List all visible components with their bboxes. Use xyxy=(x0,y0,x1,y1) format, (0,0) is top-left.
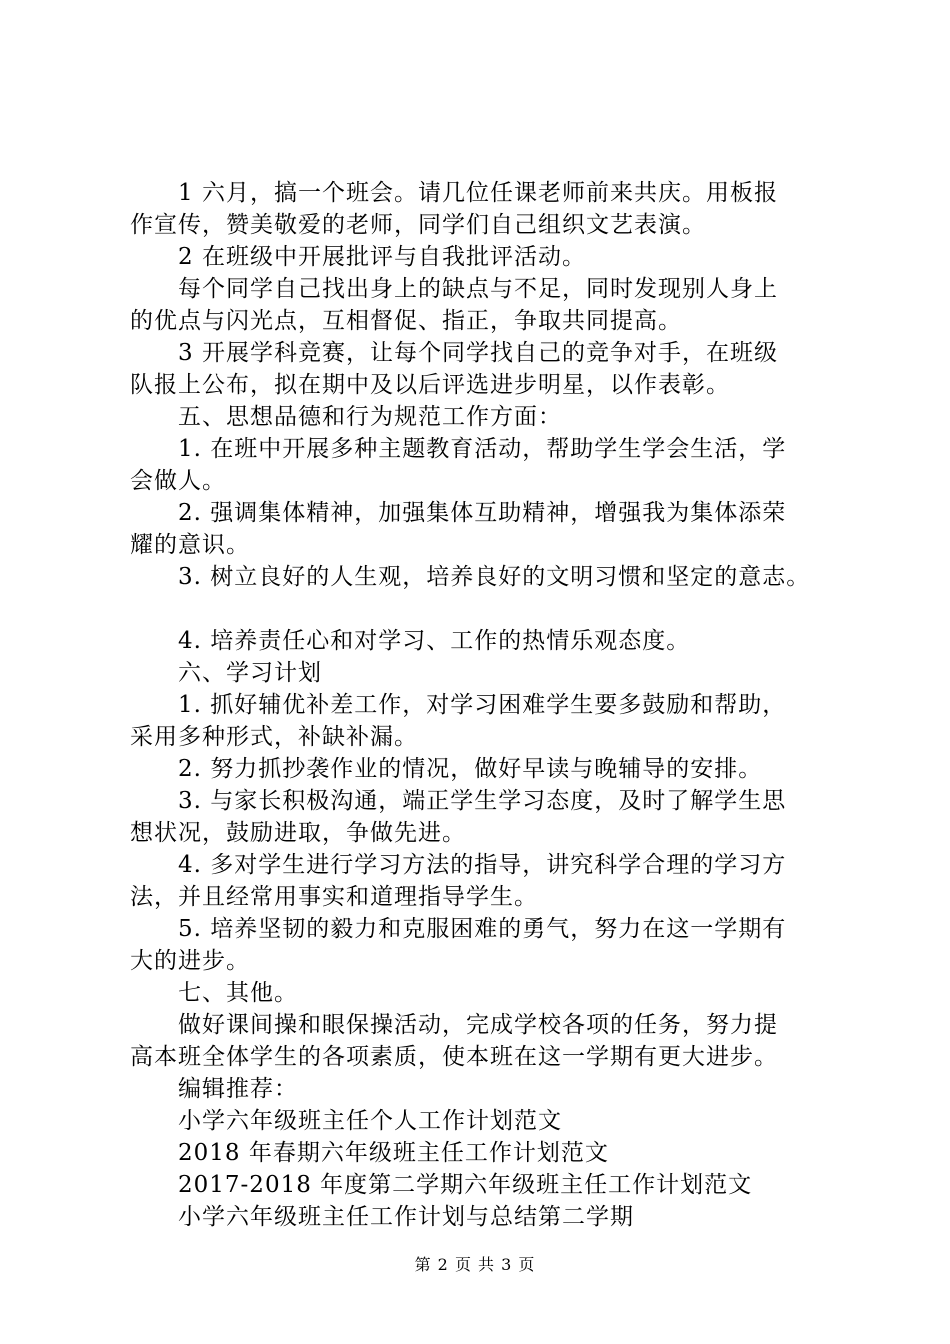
paragraph-line: 的优点与闪光点，互相督促、指正，争取共同提高。 xyxy=(130,308,682,334)
paragraph-line: 2 在班级中开展批评与自我批评活动。 xyxy=(178,244,586,270)
recommend-item: 2017-2018 年度第二学期六年级班主任工作计划范文 xyxy=(178,1172,753,1198)
paragraph-line: 队报上公布，拟在期中及以后评选进步明星，以作表彰。 xyxy=(130,372,730,398)
paragraph-line: 会做人。 xyxy=(130,468,226,494)
paragraph-line: 4. 培养责任心和对学习、工作的热情乐观态度。 xyxy=(178,628,691,654)
blank-line xyxy=(130,593,835,625)
paragraph-line: 4. 多对学生进行学习方法的指导，讲究科学合理的学习方 xyxy=(178,852,787,878)
paragraph-line: 每个同学自己找出身上的缺点与不足，同时发现别人身上 xyxy=(178,276,778,302)
recommend-item: 2018 年春期六年级班主任工作计划范文 xyxy=(178,1140,609,1166)
section-heading: 五、思想品德和行为规范工作方面： xyxy=(178,404,562,430)
paragraph-line: 采用多种形式，补缺补漏。 xyxy=(130,724,418,750)
page-footer: 第 2 页 共 3 页 xyxy=(414,1255,536,1274)
paragraph-line: 高本班全体学生的各项素质，使本班在这一学期有更大进步。 xyxy=(130,1044,778,1070)
paragraph-line: 大的进步。 xyxy=(130,948,250,974)
recommend-heading: 编辑推荐： xyxy=(178,1076,298,1102)
paragraph-line: 耀的意识。 xyxy=(130,532,250,558)
paragraph-line: 1. 抓好辅优补差工作，对学习困难学生要多鼓励和帮助， xyxy=(178,692,787,718)
recommend-item: 小学六年级班主任个人工作计划范文 xyxy=(178,1108,562,1134)
paragraph-line: 3 开展学科竞赛，让每个同学找自己的竞争对手，在班级 xyxy=(178,340,778,366)
section-heading: 七、其他。 xyxy=(178,980,298,1006)
paragraph-line: 2. 努力抓抄袭作业的情况，做好早读与晚辅导的安排。 xyxy=(178,756,763,782)
section-heading: 六、学习计划 xyxy=(178,660,322,686)
paragraph-line: 做好课间操和眼保操活动，完成学校各项的任务，努力提 xyxy=(178,1012,778,1038)
document-body xyxy=(130,177,835,1233)
paragraph-line: 3. 与家长积极沟通，端正学生学习态度，及时了解学生思 xyxy=(178,788,787,814)
paragraph-line: 5. 培养坚韧的毅力和克服困难的勇气，努力在这一学期有 xyxy=(178,916,787,942)
paragraph-line: 2. 强调集体精神，加强集体互助精神，增强我为集体添荣 xyxy=(178,500,787,526)
paragraph-line: 3. 树立良好的人生观，培养良好的文明习惯和坚定的意志。 xyxy=(178,564,811,590)
paragraph-line: 想状况，鼓励进取，争做先进。 xyxy=(130,820,466,846)
paragraph-line: 作宣传，赞美敬爱的老师，同学们自己组织文艺表演。 xyxy=(130,212,706,238)
paragraph-line: 1 六月，搞一个班会。请几位任课老师前来共庆。用板报 xyxy=(178,180,778,206)
recommend-item: 小学六年级班主任工作计划与总结第二学期 xyxy=(178,1204,634,1230)
paragraph-line: 1. 在班中开展多种主题教育活动，帮助学生学会生活，学 xyxy=(178,436,787,462)
paragraph-line: 法，并且经常用事实和道理指导学生。 xyxy=(130,884,538,910)
